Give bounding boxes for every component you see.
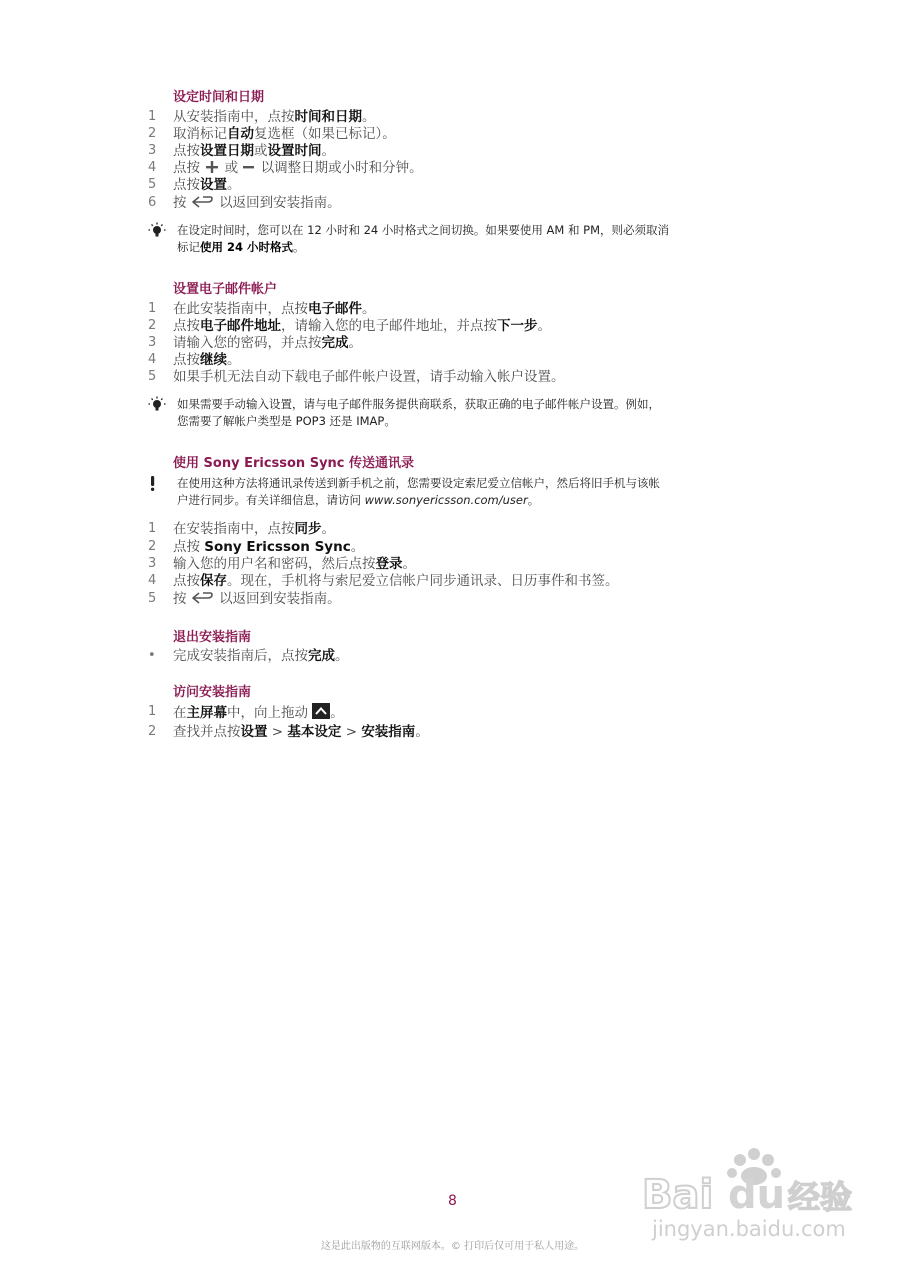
page-number: 8 [448,1193,457,1209]
manual-page: 设定时间和日期 1 从安装指南中，点按时间和日期。 2 取消标记自动复选框（如果已标记）。 3 点按设置日期或设置时间。 4 点按 或 以调整日期或小时和分钟。 5 点按设置。 6 按 以返回到安装指南。 在设定时间时，您可以在 12 小时和 24 小时格式之间切换。如果要使用 AM 和 PM，则必须取消 标记使用 24 小时格式。 设置电子邮件帐户 1 在此安装指南中，点按电子邮件。 2 点按电子邮件地址，请输入您的电子邮件地址，并点按下一步。 3 请输入您的密码，并点按完成。 4 点按继续。 5 如果手机无法自动下载电子邮件帐户设置，请手动输入帐户设置。 如果需要手动输入设置，请与电子邮件服务提供商联系，获取正确的电子邮件帐户设置。例如， 您需要了解帐户类型是 POP3 还是 IMAP。 使用 Sony Ericsson Sync 传送通讯录 在使用这种方法将通讯录传送到新手机之前，您需要设定索尼爱立信帐户，然后将旧手机与该帐 户进行同步。有关详细信息，请访问 www.sonyericsson.com/user。 1 在安装指南中，点按同步。 2 点按 Sony Ericsson Sync。 3 输入您的用户名和密码，然后点按登录。 4 点按保存。现在，手机将与索尼爱立信帐户同步通讯录、日历事件和书签。 5 按 以返回到安装指南。 退出安装指南 • 完成安装指南后，点按完成。 访问安装指南 1 在主屏幕中，向上拖动 。 2 查找并点按设置 > 基本设定 > 安装指南。 8 这是此出版物的互联网版本。© 打印后仅可用于私人用途。 Bai du 经验 jingyan.baidu.com [0,0,905,1280]
heading-set-time: 设定时间和日期 [173,90,265,105]
heading-exit: 退出安装指南 [173,630,252,645]
heading-sync: 使用 Sony Ericsson Sync 传送通讯录 [173,456,415,471]
baidu-watermark-logo [640,1140,880,1250]
support-url[interactable]: www.sonyericsson.com/user [364,493,528,507]
svg-text:Bai: Bai [642,1172,714,1218]
exclamation-icon [148,475,166,493]
plus-icon [204,160,220,174]
heading-email: 设置电子邮件帐户 [173,282,278,297]
svg-text:jingyan.baidu.com: jingyan.baidu.com [652,1217,846,1241]
lightbulb-icon [148,222,166,240]
footer-copyright: 这是此出版物的互联网版本。© 打印后仅可用于私人用途。 [320,1241,585,1252]
heading-access: 访问安装指南 [173,685,252,700]
back-arrow-icon [191,195,215,209]
svg-text:经验: 经验 [788,1178,853,1216]
lightbulb-icon [148,396,166,414]
up-chevron-icon [312,703,330,719]
minus-icon [242,160,256,174]
back-arrow-icon [191,591,215,605]
svg-text:du: du [728,1172,786,1218]
